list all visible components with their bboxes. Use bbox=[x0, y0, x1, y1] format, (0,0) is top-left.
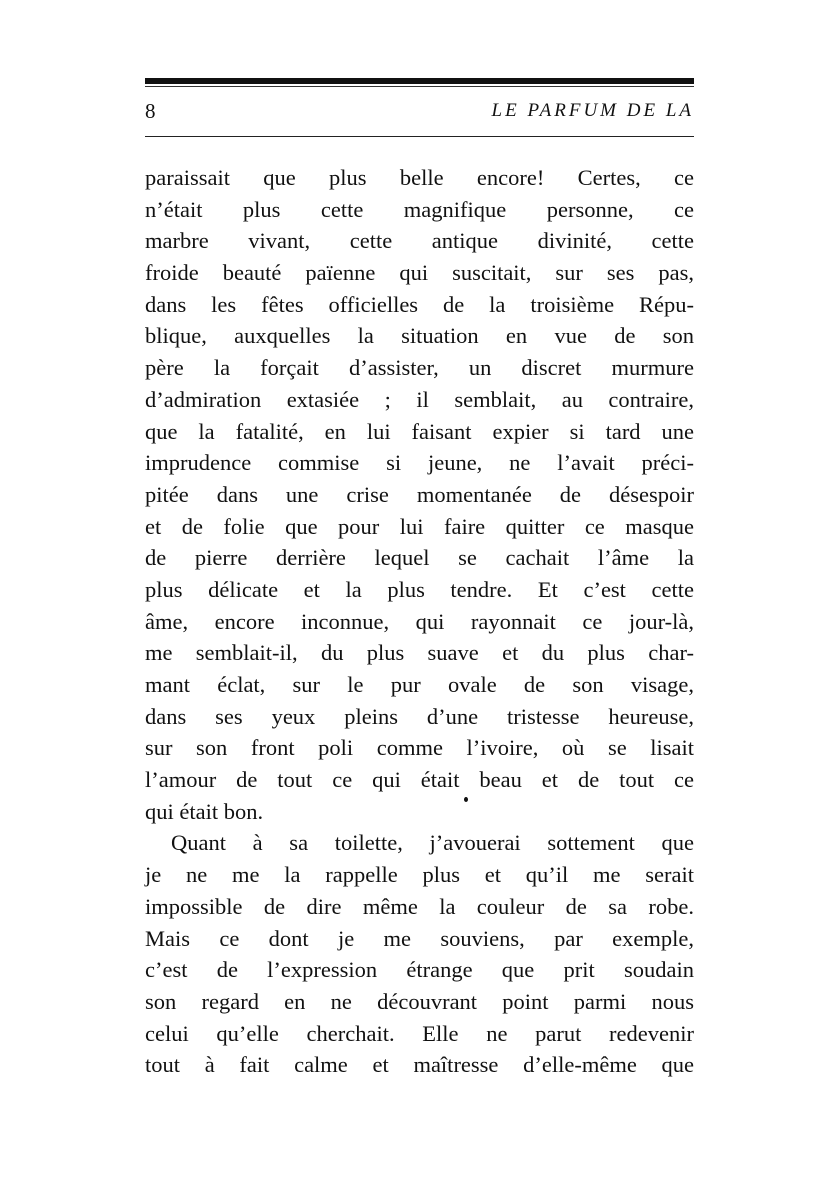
text-line: Mais ce dont je me souviens, par exemple, bbox=[145, 925, 694, 951]
text-line: pitée dans une crise momentanée de désespoir bbox=[145, 481, 694, 507]
text-line: blique, auxquelles la situation en vue de son bbox=[145, 323, 694, 349]
text-line: plus délicate et la plus tendre. Et c’est cette bbox=[145, 576, 694, 602]
text-line: je ne me la rappelle plus et qu’il me serait bbox=[145, 862, 694, 888]
text-line: de pierre derrière lequel se cachait l’âme la bbox=[145, 545, 694, 571]
text-line: froide beauté païenne qui suscitait, sur ses pas, bbox=[145, 260, 694, 286]
text-line: impossible de dire même la couleur de sa robe. bbox=[145, 893, 694, 919]
text-line: père la forçait d’assister, un discret murmure bbox=[145, 355, 694, 381]
text-line: d’admiration extasiée ; il semblait, au contraire, bbox=[145, 386, 694, 412]
text-line: son regard en ne découvrant point parmi nous bbox=[145, 988, 694, 1014]
text-line: dans les fêtes officielles de la troisième Répu- bbox=[145, 291, 694, 317]
text-line: celui qu’elle cherchait. Elle ne parut redevenir bbox=[145, 1020, 694, 1046]
paragraph-end-line: qui était bon. bbox=[145, 798, 264, 824]
text-line: que la fatalité, en lui faisant expier si tard une bbox=[145, 418, 694, 444]
running-header bbox=[145, 96, 694, 126]
running-title: LE PARFUM DE LA bbox=[491, 100, 694, 121]
ink-speck bbox=[464, 797, 468, 802]
text-line: sur son front poli comme l’ivoire, où se lisait bbox=[145, 735, 694, 761]
text-line: tout à fait calme et maîtresse d’elle-même que bbox=[145, 1052, 694, 1078]
text-line: dans ses yeux pleins d’une tristesse heureuse, bbox=[145, 703, 694, 729]
text-line: marbre vivant, cette antique divinité, cette bbox=[145, 228, 694, 254]
text-line: imprudence commise si jeune, ne l’avait préci- bbox=[145, 450, 694, 476]
text-line: n’était plus cette magnifique personne, ce bbox=[145, 196, 694, 222]
text-line: mant éclat, sur le pur ovale de son visage, bbox=[145, 672, 694, 697]
text-line: et de folie que pour lui faire quitter ce masque bbox=[145, 513, 694, 539]
paragraph-start-line: Quant à sa toilette, j’avouerai sottement que bbox=[171, 830, 694, 856]
text-line: l’amour de tout ce qui était beau et de tout ce bbox=[145, 767, 694, 793]
header-top-thin-rule bbox=[145, 86, 694, 87]
header-underline-rule bbox=[145, 136, 694, 137]
body-text bbox=[145, 162, 694, 1081]
page-number: 8 bbox=[145, 99, 156, 123]
text-line: âme, encore inconnue, qui rayonnait ce jour-là, bbox=[145, 608, 694, 634]
text-line: c’est de l’expression étrange que prit soudain bbox=[145, 957, 694, 983]
text-line: paraissait que plus belle encore! Certes, ce bbox=[145, 165, 694, 190]
header-top-thick-rule bbox=[145, 78, 694, 84]
text-line: me semblait-il, du plus suave et du plus char- bbox=[145, 640, 694, 666]
